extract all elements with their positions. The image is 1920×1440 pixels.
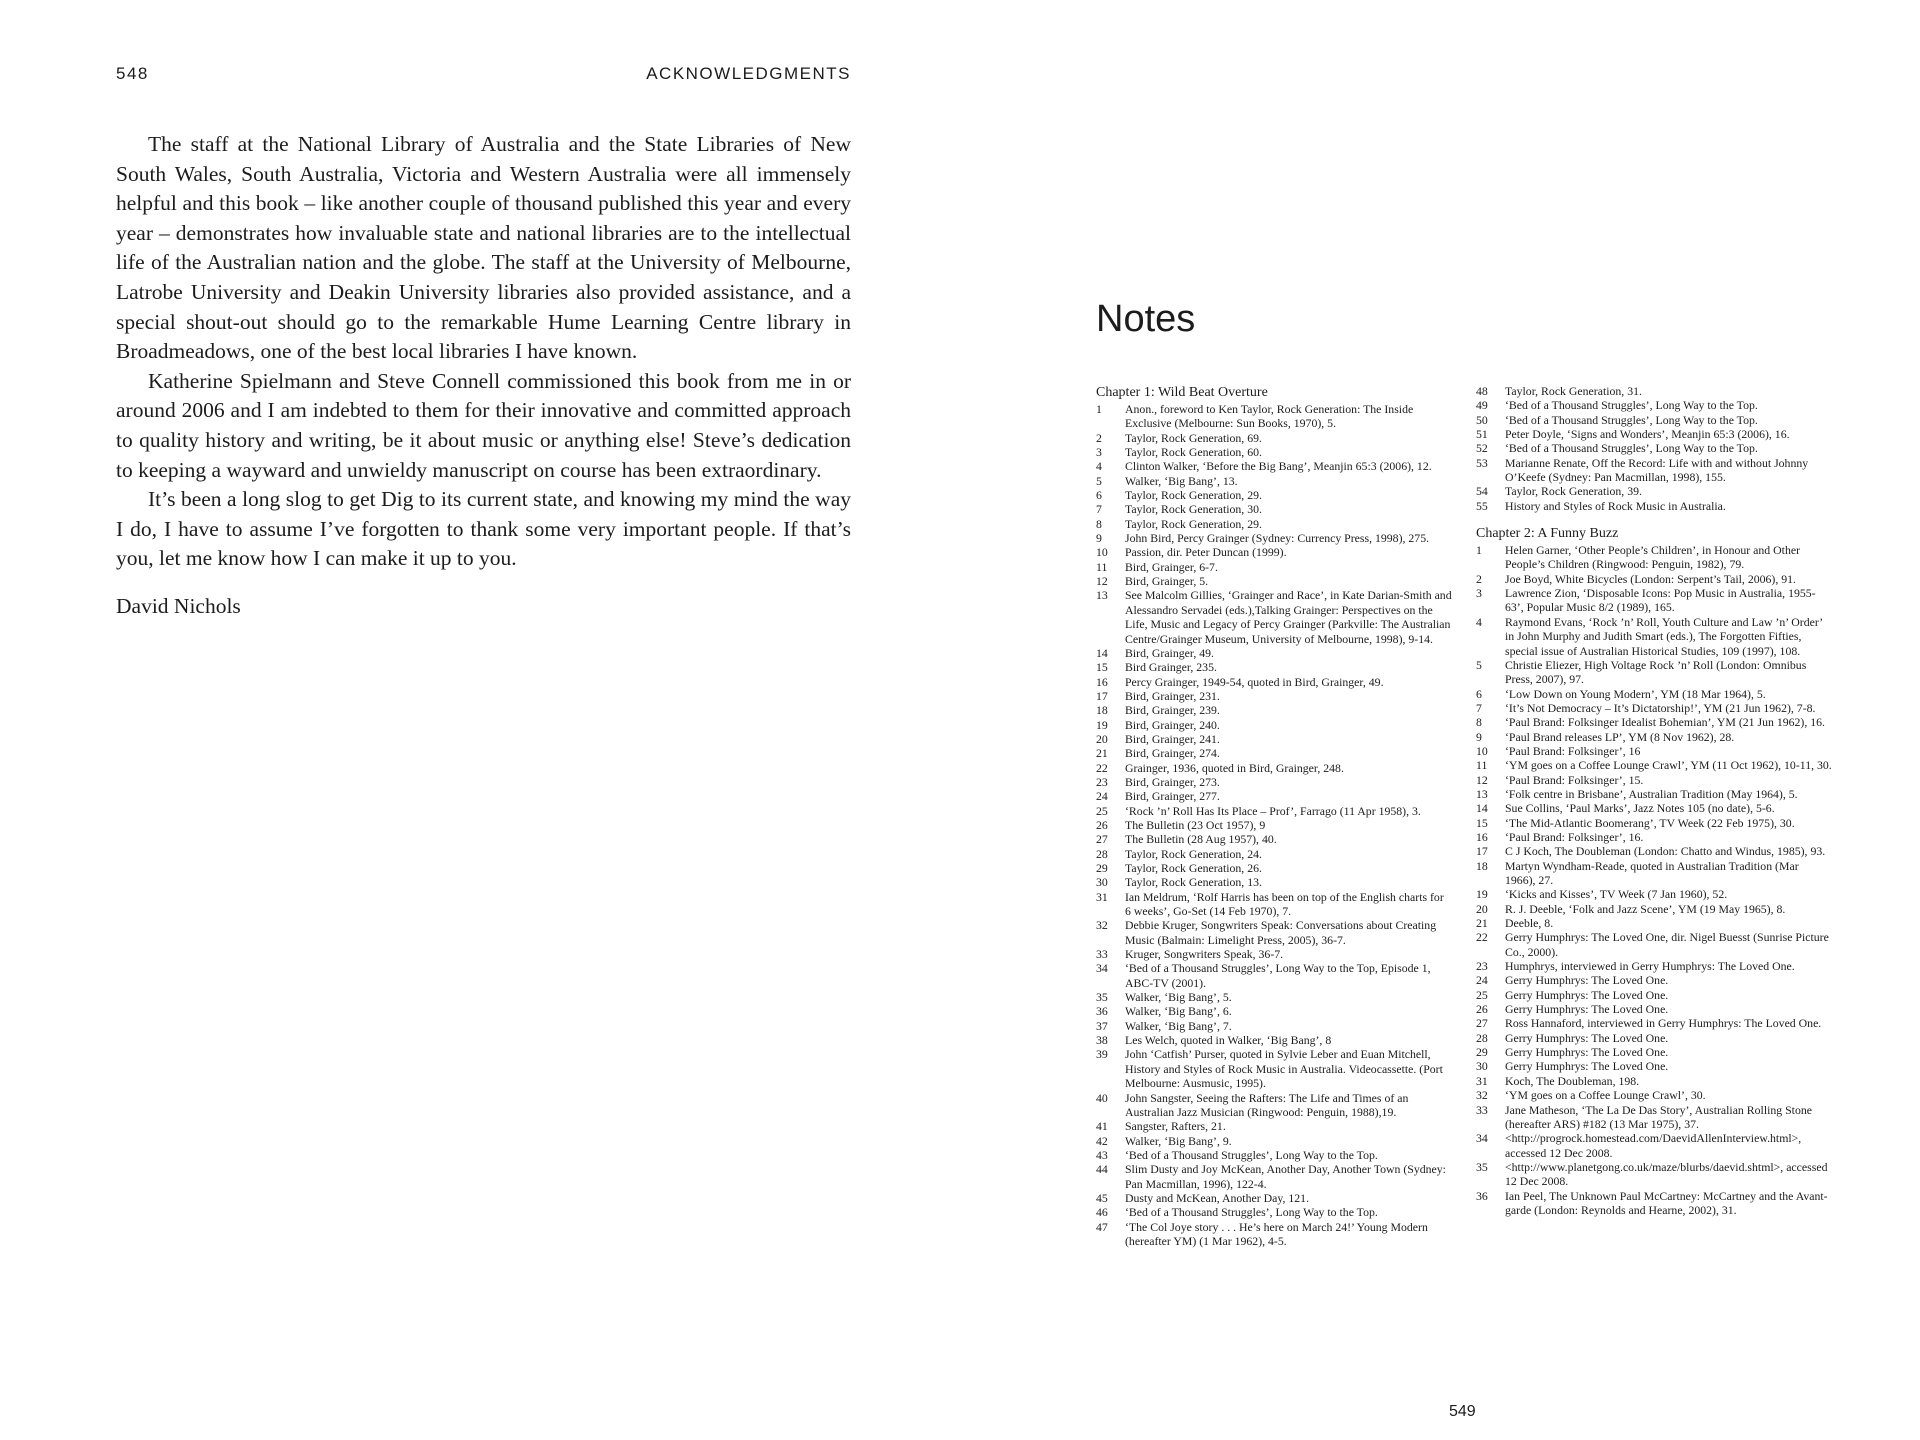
note-text: Anon., foreword to Ken Taylor, Rock Generation: The Inside Exclusive (Melbourne: Sun Books, 1970), 5. bbox=[1125, 402, 1414, 431]
note-text: Jane Matheson, ‘The La De Das Story’, Australian Rolling Stone (hereafter ARS) #182 (13 Mar 1975), 37. bbox=[1505, 1102, 1812, 1131]
note-item bbox=[1476, 801, 1832, 815]
paragraph: It’s been a long slog to get Dig to its current state, and knowing my mind the way I do, I have to assume I’ve forgotten to thank some very important people. If that’s you, let me know how I can make it up to you. bbox=[116, 487, 851, 571]
note-text: Bird Grainger, 235. bbox=[1125, 660, 1217, 675]
note-item bbox=[1096, 689, 1452, 703]
note-number: 15 bbox=[1096, 660, 1108, 675]
note-text: ‘YM goes on a Coffee Lounge Crawl’, 30. bbox=[1505, 1088, 1706, 1103]
note-number: 30 bbox=[1096, 875, 1108, 890]
note-item bbox=[1096, 775, 1452, 789]
note-text: Walker, ‘Big Bang’, 5. bbox=[1125, 990, 1232, 1005]
note-item bbox=[1476, 615, 1832, 658]
note-item bbox=[1096, 574, 1452, 588]
note-text: Debbie Kruger, Songwriters Speak: Conversations about Creating Music (Balmain: Limelight Press, 2005), 36-7. bbox=[1125, 918, 1437, 947]
note-number: 37 bbox=[1096, 1018, 1108, 1033]
note-number: 4 bbox=[1476, 614, 1482, 629]
note-item bbox=[1096, 531, 1452, 545]
note-number: 40 bbox=[1096, 1090, 1108, 1105]
note-text: John ‘Catfish’ Purser, quoted in Sylvie Leber and Euan Mitchell, History and Styles of Rock Music in Australia. Videocassette. (Port Melbourne: Ausmusic, 1995). bbox=[1125, 1047, 1443, 1091]
note-item bbox=[1096, 1119, 1452, 1133]
note-text: ‘Bed of a Thousand Struggles’, Long Way to the Top. bbox=[1505, 398, 1758, 413]
note-text: Bird, Grainger, 274. bbox=[1125, 746, 1220, 761]
note-item bbox=[1476, 1031, 1832, 1045]
note-text: ‘Paul Brand: Folksinger’, 15. bbox=[1505, 772, 1644, 787]
note-text: Bird, Grainger, 231. bbox=[1125, 688, 1220, 703]
note-number: 50 bbox=[1476, 412, 1488, 427]
note-text: Passion, dir. Peter Duncan (1999). bbox=[1125, 545, 1287, 560]
note-number: 34 bbox=[1096, 961, 1108, 976]
note-item bbox=[1096, 761, 1452, 775]
note-item bbox=[1096, 1047, 1452, 1090]
note-text: ‘The Col Joye story . . . He’s here on March 24!’ Young Modern (hereafter YM) (1 Mar 1962), 4-5. bbox=[1125, 1219, 1428, 1248]
note-number: 24 bbox=[1096, 789, 1108, 804]
note-text: Gerry Humphrys: The Loved One. bbox=[1505, 973, 1669, 988]
note-text: Raymond Evans, ‘Rock ’n’ Roll, Youth Culture and Law ’n’ Order’ in John Murphy and Judith Smart (eds.), The Forgotten Fifties, special issue of Australian Historical Studies, 109 (1997), 108. bbox=[1505, 614, 1823, 658]
note-item bbox=[1476, 398, 1832, 412]
note-number: 15 bbox=[1476, 815, 1488, 830]
right-page bbox=[960, 0, 1920, 1440]
note-text: John Bird, Percy Grainger (Sydney: Currency Press, 1998), 275. bbox=[1125, 531, 1430, 546]
note-text: Humphrys, interviewed in Gerry Humphrys: The Loved One. bbox=[1505, 959, 1795, 974]
note-item bbox=[1096, 847, 1452, 861]
note-number: 3 bbox=[1096, 445, 1102, 460]
note-number: 18 bbox=[1476, 858, 1488, 873]
chapter-heading: Chapter 1: Wild Beat Overture bbox=[1096, 385, 1268, 400]
note-number: 51 bbox=[1476, 427, 1488, 442]
note-item bbox=[1096, 961, 1452, 990]
note-item bbox=[1476, 658, 1832, 687]
note-text: ‘Bed of a Thousand Struggles’, Long Way to the Top. bbox=[1125, 1205, 1378, 1220]
note-number: 30 bbox=[1476, 1059, 1488, 1074]
note-text: ‘Bed of a Thousand Struggles’, Long Way to the Top. bbox=[1505, 441, 1758, 456]
note-number: 52 bbox=[1476, 441, 1488, 456]
note-number: 4 bbox=[1096, 459, 1102, 474]
note-number: 14 bbox=[1476, 801, 1488, 816]
note-item bbox=[1476, 701, 1832, 715]
note-number: 3 bbox=[1476, 586, 1482, 601]
note-item bbox=[1476, 916, 1832, 930]
note-number: 33 bbox=[1476, 1102, 1488, 1117]
note-number: 8 bbox=[1096, 516, 1102, 531]
note-text: Gerry Humphrys: The Loved One. bbox=[1505, 1059, 1669, 1074]
note-text: Walker, ‘Big Bang’, 7. bbox=[1125, 1018, 1232, 1033]
note-number: 11 bbox=[1476, 758, 1488, 773]
note-item bbox=[1096, 746, 1452, 760]
note-number: 28 bbox=[1096, 846, 1108, 861]
note-text: ‘Paul Brand releases LP’, YM (8 Nov 1962), 28. bbox=[1505, 729, 1735, 744]
note-item bbox=[1476, 1002, 1832, 1016]
note-text: Bird, Grainger, 239. bbox=[1125, 703, 1220, 718]
note-number: 35 bbox=[1476, 1159, 1488, 1174]
note-text: Clinton Walker, ‘Before the Big Bang’, Meanjin 65:3 (2006), 12. bbox=[1125, 459, 1432, 474]
note-number: 42 bbox=[1096, 1133, 1108, 1148]
note-item bbox=[1476, 384, 1832, 398]
note-text: Walker, ‘Big Bang’, 13. bbox=[1125, 473, 1238, 488]
note-item bbox=[1096, 861, 1452, 875]
note-item bbox=[1476, 715, 1832, 729]
note-text: ‘Paul Brand: Folksinger Idealist Bohemian’, YM (21 Jun 1962), 16. bbox=[1505, 715, 1826, 730]
note-text: Ross Hannaford, interviewed in Gerry Humphrys: The Loved One. bbox=[1505, 1016, 1822, 1031]
note-text: ‘Paul Brand: Folksinger’, 16 bbox=[1505, 743, 1641, 758]
note-number: 53 bbox=[1476, 455, 1488, 470]
note-item bbox=[1096, 431, 1452, 445]
note-item bbox=[1096, 1134, 1452, 1148]
note-item bbox=[1096, 675, 1452, 689]
note-item bbox=[1096, 646, 1452, 660]
note-text: Bird, Grainger, 49. bbox=[1125, 645, 1214, 660]
note-number: 44 bbox=[1096, 1162, 1108, 1177]
note-number: 17 bbox=[1476, 844, 1488, 859]
note-text: Taylor, Rock Generation, 13. bbox=[1125, 875, 1262, 890]
note-number: 26 bbox=[1476, 1002, 1488, 1017]
note-item bbox=[1096, 990, 1452, 1004]
note-text: Bird, Grainger, 273. bbox=[1125, 774, 1220, 789]
note-item bbox=[1476, 973, 1832, 987]
note-number: 18 bbox=[1096, 703, 1108, 718]
note-item bbox=[1096, 918, 1452, 947]
note-number: 14 bbox=[1096, 645, 1108, 660]
note-text: Gerry Humphrys: The Loved One. bbox=[1505, 1045, 1669, 1060]
notes-column-1 bbox=[1096, 384, 1452, 1248]
note-text: Joe Boyd, White Bicycles (London: Serpent’s Tail, 2006), 91. bbox=[1505, 571, 1796, 586]
note-text: Taylor, Rock Generation, 29. bbox=[1125, 488, 1262, 503]
note-item bbox=[1476, 586, 1832, 615]
note-number: 5 bbox=[1476, 657, 1482, 672]
note-item bbox=[1476, 1074, 1832, 1088]
note-number: 46 bbox=[1096, 1205, 1108, 1220]
note-number: 2 bbox=[1476, 571, 1482, 586]
note-number: 8 bbox=[1476, 715, 1482, 730]
note-item bbox=[1096, 890, 1452, 919]
note-item bbox=[1476, 687, 1832, 701]
note-number: 23 bbox=[1096, 774, 1108, 789]
note-number: 23 bbox=[1476, 959, 1488, 974]
note-number: 28 bbox=[1476, 1030, 1488, 1045]
note-text: Marianne Renate, Off the Record: Life with and without Johnny O’Keefe (Sydney: Pan Macmillan, 1998), 155. bbox=[1505, 455, 1809, 485]
note-text: Sue Collins, ‘Paul Marks’, Jazz Notes 105 (no date), 5-6. bbox=[1505, 801, 1775, 816]
note-text: Dusty and McKean, Another Day, 121. bbox=[1125, 1190, 1310, 1205]
note-text: ‘YM goes on a Coffee Lounge Crawl’, YM (11 Oct 1962), 10-11, 30. bbox=[1505, 758, 1832, 773]
note-text: ‘Kicks and Kisses’, TV Week (7 Jan 1960), 52. bbox=[1505, 887, 1728, 902]
note-number: 6 bbox=[1476, 686, 1482, 701]
note-item bbox=[1476, 1189, 1832, 1218]
note-number: 36 bbox=[1096, 1004, 1108, 1019]
note-text: Martyn Wyndham-Reade, quoted in Australian Tradition (Mar 1966), 27. bbox=[1505, 858, 1799, 887]
note-number: 22 bbox=[1096, 760, 1108, 775]
note-text: Gerry Humphrys: The Loved One. bbox=[1505, 1002, 1669, 1017]
chapter-heading: Chapter 2: A Funny Buzz bbox=[1476, 526, 1619, 542]
note-item bbox=[1476, 456, 1832, 485]
note-number: 17 bbox=[1096, 688, 1108, 703]
note-number: 38 bbox=[1096, 1033, 1108, 1048]
note-number: 43 bbox=[1096, 1147, 1108, 1162]
note-item bbox=[1476, 859, 1832, 888]
note-text: History and Styles of Rock Music in Australia. bbox=[1505, 498, 1726, 513]
note-text: Bird, Grainger, 6-7. bbox=[1125, 559, 1218, 574]
note-text: Taylor, Rock Generation, 31. bbox=[1505, 384, 1642, 398]
note-number: 19 bbox=[1476, 887, 1488, 902]
note-item bbox=[1096, 1019, 1452, 1033]
note-item bbox=[1476, 816, 1832, 830]
note-number: 10 bbox=[1476, 743, 1488, 758]
note-text: Grainger, 1936, quoted in Bird, Grainger, 248. bbox=[1125, 760, 1344, 775]
note-text: Taylor, Rock Generation, 29. bbox=[1125, 516, 1262, 531]
note-item bbox=[1096, 588, 1452, 645]
note-number: 16 bbox=[1476, 829, 1488, 844]
note-number: 54 bbox=[1476, 484, 1488, 499]
note-text: R. J. Deeble, ‘Folk and Jazz Scene’, YM (19 May 1965), 8. bbox=[1505, 901, 1786, 916]
note-item bbox=[1096, 875, 1452, 889]
note-item bbox=[1476, 572, 1832, 586]
note-number: 41 bbox=[1096, 1119, 1108, 1134]
running-title: ACKNOWLEDGMENTS bbox=[646, 64, 851, 83]
note-item bbox=[1096, 445, 1452, 459]
note-number: 55 bbox=[1476, 498, 1488, 513]
note-text: Bird, Grainger, 5. bbox=[1125, 574, 1209, 589]
note-item bbox=[1476, 988, 1832, 1002]
note-item bbox=[1096, 1220, 1452, 1249]
note-item bbox=[1476, 1016, 1832, 1030]
note-item bbox=[1096, 545, 1452, 559]
page-number-right: 549 bbox=[1449, 1403, 1476, 1420]
note-item bbox=[1476, 959, 1832, 973]
note-number: 16 bbox=[1096, 674, 1108, 689]
note-number: 39 bbox=[1096, 1047, 1108, 1062]
note-item bbox=[1096, 474, 1452, 488]
note-item bbox=[1476, 773, 1832, 787]
note-item bbox=[1476, 902, 1832, 916]
note-number: 31 bbox=[1476, 1073, 1488, 1088]
note-item bbox=[1096, 1091, 1452, 1120]
note-item bbox=[1096, 818, 1452, 832]
note-number: 12 bbox=[1476, 772, 1488, 787]
note-number: 20 bbox=[1476, 901, 1488, 916]
note-number: 9 bbox=[1476, 729, 1482, 744]
note-number: 13 bbox=[1096, 588, 1108, 603]
notes-column-2 bbox=[1476, 384, 1832, 1217]
note-number: 6 bbox=[1096, 488, 1102, 503]
note-number: 29 bbox=[1096, 861, 1108, 875]
note-number: 49 bbox=[1476, 398, 1488, 413]
note-number: 1 bbox=[1096, 402, 1102, 416]
note-item bbox=[1096, 1033, 1452, 1047]
note-text: Ian Peel, The Unknown Paul McCartney: McCartney and the Avant-garde (London: Reynolds and Hearne, 2002), 31. bbox=[1505, 1188, 1828, 1217]
note-text: Peter Doyle, ‘Signs and Wonders’, Meanjin 65:3 (2006), 16. bbox=[1505, 427, 1790, 442]
note-item bbox=[1096, 789, 1452, 803]
note-text: Sangster, Rafters, 21. bbox=[1125, 1119, 1226, 1134]
note-number: 12 bbox=[1096, 574, 1108, 589]
note-text: Walker, ‘Big Bang’, 6. bbox=[1125, 1004, 1232, 1019]
note-number: 31 bbox=[1096, 889, 1108, 904]
note-text: Bird, Grainger, 277. bbox=[1125, 789, 1220, 804]
note-text: Deeble, 8. bbox=[1505, 916, 1554, 931]
note-item bbox=[1476, 1059, 1832, 1073]
note-text: Gerry Humphrys: The Loved One, dir. Nigel Buesst (Sunrise Picture Co., 2000). bbox=[1505, 930, 1829, 959]
note-text: Taylor, Rock Generation, 26. bbox=[1125, 861, 1262, 875]
note-item bbox=[1096, 1191, 1452, 1205]
note-number: 9 bbox=[1096, 531, 1102, 546]
note-number: 19 bbox=[1096, 717, 1108, 732]
note-number: 7 bbox=[1476, 700, 1482, 715]
note-item bbox=[1476, 499, 1832, 513]
note-number: 21 bbox=[1476, 916, 1488, 931]
note-text: John Sangster, Seeing the Rafters: The Life and Times of an Australian Jazz Musician (Ringwood: Penguin, 1988),19. bbox=[1125, 1090, 1409, 1119]
note-text: The Bulletin (28 Aug 1957), 40. bbox=[1125, 832, 1277, 847]
note-number: 47 bbox=[1096, 1219, 1108, 1234]
note-text: C J Koch, The Doubleman (London: Chatto and Windus, 1985), 93. bbox=[1505, 844, 1826, 859]
note-text: Helen Garner, ‘Other People’s Children’, in Honour and Other People’s Children (Ringwood: Penguin, 1982), 79. bbox=[1505, 543, 1801, 572]
note-item bbox=[1096, 517, 1452, 531]
note-text: Slim Dusty and Joy McKean, Another Day, Another Town (Sydney: Pan Macmillan, 1996), 122-4. bbox=[1125, 1162, 1446, 1191]
note-number: 32 bbox=[1476, 1088, 1488, 1103]
note-number: 20 bbox=[1096, 731, 1108, 746]
running-head bbox=[116, 64, 851, 88]
note-text: Kruger, Songwriters Speak, 36-7. bbox=[1125, 947, 1284, 962]
note-text: ‘It’s Not Democracy – It’s Dictatorship!’, YM (21 Jun 1962), 7-8. bbox=[1505, 700, 1816, 715]
note-text: Taylor, Rock Generation, 39. bbox=[1505, 484, 1642, 499]
note-text: ‘Bed of a Thousand Struggles’, Long Way to the Top. bbox=[1125, 1147, 1378, 1162]
note-text: Percy Grainger, 1949-54, quoted in Bird, Grainger, 49. bbox=[1125, 674, 1384, 689]
note-item bbox=[1096, 718, 1452, 732]
note-number: 25 bbox=[1476, 987, 1488, 1002]
note-item bbox=[1096, 660, 1452, 674]
note-text: <http://progrock.homestead.com/DaevidAllenInterview.html>, accessed 12 Dec 2008. bbox=[1505, 1131, 1802, 1160]
note-item bbox=[1476, 730, 1832, 744]
note-number: 34 bbox=[1476, 1131, 1488, 1146]
note-item bbox=[1096, 502, 1452, 516]
note-item bbox=[1476, 1045, 1832, 1059]
note-item bbox=[1096, 1004, 1452, 1018]
note-text: ‘Bed of a Thousand Struggles’, Long Way to the Top, Episode 1, ABC-TV (2001). bbox=[1125, 961, 1431, 990]
note-text: Gerry Humphrys: The Loved One. bbox=[1505, 987, 1669, 1002]
note-number: 48 bbox=[1476, 384, 1488, 398]
note-item bbox=[1476, 887, 1832, 901]
note-text: Ian Meldrum, ‘Rolf Harris has been on top of the English charts for 6 weeks’, Go-Set (14 Feb 1970), 7. bbox=[1125, 889, 1444, 919]
note-text: Lawrence Zion, ‘Disposable Icons: Pop Music in Australia, 1955-63’, Popular Music 8/2 (1989), 165. bbox=[1505, 586, 1816, 615]
note-item bbox=[1476, 1131, 1832, 1160]
note-text: Bird, Grainger, 240. bbox=[1125, 717, 1220, 732]
page-number-left: 548 bbox=[116, 64, 149, 83]
note-item bbox=[1096, 804, 1452, 818]
note-item bbox=[1476, 1160, 1832, 1189]
note-number: 21 bbox=[1096, 746, 1108, 761]
signature: David Nichols bbox=[116, 593, 241, 618]
note-text: The Bulletin (23 Oct 1957), 9 bbox=[1125, 817, 1266, 832]
note-item bbox=[1096, 947, 1452, 961]
note-item bbox=[1476, 413, 1832, 427]
note-number: 22 bbox=[1476, 930, 1488, 945]
paragraph: The staff at the National Library of Australia and the State Libraries of New South Wales, South Australia, Victoria and Western Australia were all immensely helpful and this book – like another couple of thousand published this year and every year – demonstrates how invaluable state and national libraries are to the intellectual life of the Australian nation and the globe. The staff at the University of Melbourne, Latrobe University and Deakin University libraries also provided assistance, and a special shout-out should go to the remarkable Hume Learning Centre library in Broadmeadows, one of the best local libraries I have known. bbox=[116, 132, 851, 364]
note-text: See Malcolm Gillies, ‘Grainger and Race’, in Kate Darian-Smith and Alessandro Servadei (eds.),Talking Grainger: Perspectives on the Life, Music and Legacy of Percy Grainger (Parkville: The Australian Centre/Grainger Museum, University of Melbourne, 1998), 9-14. bbox=[1125, 588, 1452, 646]
note-number: 32 bbox=[1096, 918, 1108, 933]
note-number: 13 bbox=[1476, 786, 1488, 801]
note-text: Les Welch, quoted in Walker, ‘Big Bang’, 8 bbox=[1125, 1033, 1332, 1048]
note-text: Bird, Grainger, 241. bbox=[1125, 731, 1220, 746]
note-item bbox=[1096, 732, 1452, 746]
note-text: Taylor, Rock Generation, 30. bbox=[1125, 502, 1262, 517]
note-text: Taylor, Rock Generation, 69. bbox=[1125, 430, 1262, 445]
note-number: 26 bbox=[1096, 817, 1108, 832]
note-item bbox=[1476, 744, 1832, 758]
note-text: Christie Eliezer, High Voltage Rock ’n’ Roll (London: Omnibus Press, 2007), 97. bbox=[1505, 657, 1807, 687]
note-number: 7 bbox=[1096, 502, 1102, 517]
note-item bbox=[1476, 484, 1832, 498]
note-item bbox=[1476, 830, 1832, 844]
note-item bbox=[1096, 832, 1452, 846]
note-text: ‘Folk centre in Brisbane’, Australian Tradition (May 1964), 5. bbox=[1505, 786, 1798, 801]
note-item bbox=[1476, 543, 1832, 572]
note-number: 5 bbox=[1096, 473, 1102, 488]
note-text: ‘The Mid-Atlantic Boomerang’, TV Week (22 Feb 1975), 30. bbox=[1505, 815, 1795, 830]
note-number: 2 bbox=[1096, 430, 1102, 445]
note-item bbox=[1096, 402, 1452, 431]
note-number: 10 bbox=[1096, 545, 1108, 560]
note-item bbox=[1096, 488, 1452, 502]
note-number: 33 bbox=[1096, 947, 1108, 962]
note-item bbox=[1096, 1148, 1452, 1162]
note-item bbox=[1096, 560, 1452, 574]
note-text: Taylor, Rock Generation, 60. bbox=[1125, 445, 1262, 460]
acknowledgments-text bbox=[116, 130, 851, 622]
note-item bbox=[1476, 844, 1832, 858]
note-text: ‘Low Down on Young Modern’, YM (18 Mar 1964), 5. bbox=[1505, 686, 1766, 701]
notes-heading: Notes bbox=[1096, 298, 1196, 340]
note-number: 25 bbox=[1096, 803, 1108, 818]
note-text: Koch, The Doubleman, 198. bbox=[1505, 1073, 1640, 1088]
note-number: 36 bbox=[1476, 1188, 1488, 1203]
paragraph: Katherine Spielmann and Steve Connell commissioned this book from me in or around 2006 and I am indebted to them for their innovative and committed approach to quality history and writing, be it about music or anything else! Steve’s dedication to keeping a wayward and unwieldy manuscript on course has been extraordinary. bbox=[116, 368, 851, 482]
note-text: <http://www.planetgong.co.uk/maze/blurbs/daevid.shtml>, accessed 12 Dec 2008. bbox=[1505, 1159, 1828, 1189]
note-item bbox=[1476, 427, 1832, 441]
note-text: Gerry Humphrys: The Loved One. bbox=[1505, 1030, 1669, 1045]
note-text: Taylor, Rock Generation, 24. bbox=[1125, 846, 1262, 861]
note-text: ‘Paul Brand: Folksinger’, 16. bbox=[1505, 829, 1644, 844]
note-item bbox=[1476, 758, 1832, 772]
note-number: 35 bbox=[1096, 990, 1108, 1005]
note-item bbox=[1096, 459, 1452, 473]
note-text: ‘Bed of a Thousand Struggles’, Long Way to the Top. bbox=[1505, 412, 1758, 427]
note-text: ‘Rock ’n’ Roll Has Its Place – Prof’, Farrago (11 Apr 1958), 3. bbox=[1125, 803, 1421, 818]
note-item bbox=[1096, 1205, 1452, 1219]
note-item bbox=[1096, 703, 1452, 717]
note-item bbox=[1476, 930, 1832, 959]
note-text: Walker, ‘Big Bang’, 9. bbox=[1125, 1133, 1232, 1148]
note-number: 24 bbox=[1476, 973, 1488, 988]
note-number: 1 bbox=[1476, 543, 1482, 558]
note-number: 27 bbox=[1096, 832, 1108, 847]
note-number: 45 bbox=[1096, 1190, 1108, 1205]
note-number: 27 bbox=[1476, 1016, 1488, 1031]
note-item bbox=[1096, 1162, 1452, 1191]
note-item bbox=[1476, 787, 1832, 801]
note-number: 11 bbox=[1096, 559, 1108, 574]
note-item bbox=[1476, 1103, 1832, 1132]
note-item bbox=[1476, 1088, 1832, 1102]
note-item bbox=[1476, 441, 1832, 455]
note-number: 29 bbox=[1476, 1045, 1488, 1060]
